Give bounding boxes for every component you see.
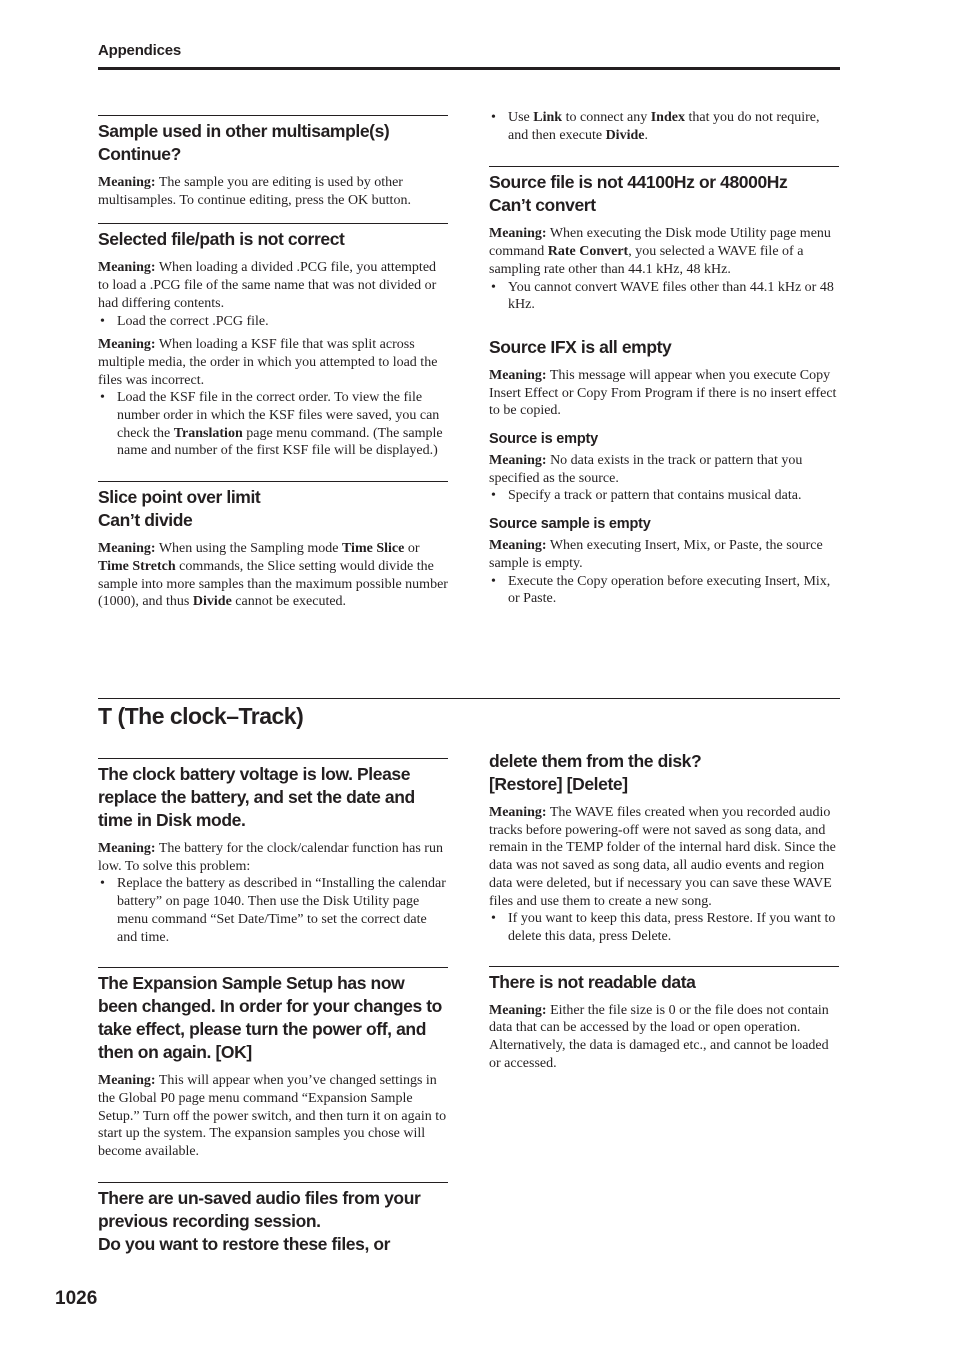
meaning-label: Meaning: (489, 1002, 547, 1018)
command-name: Rate Convert (547, 244, 629, 260)
meaning-paragraph (489, 1002, 839, 1073)
title-line: Source file is not 44100Hz or 48000Hz (489, 172, 788, 193)
meaning-label: Meaning: (489, 226, 547, 242)
meaning-text: commands, the Slice setting would divide the sample into more samples than the maximum possible number (1000), and thus (98, 558, 448, 610)
command-name: Divide (605, 127, 645, 143)
section-sample-used (98, 115, 448, 209)
meaning-paragraph (98, 336, 448, 389)
bullet-text: Load the KSF file in the correct order. To view the file number order in which the KSF files were saved, you can check the (117, 390, 440, 441)
bullet-item: • Specify a track or pattern that contains musical data. (489, 487, 839, 505)
lower-right-column (489, 750, 839, 1072)
bullet-list (489, 279, 839, 314)
section-title: Sample used in other multisample(s) Continue? (98, 121, 390, 164)
bullet-text: that you do not require, and then execute (508, 110, 820, 143)
bullet-item: • If you want to keep this data, press Restore. If you want to delete this data, press Delete. (489, 910, 839, 945)
bullet-item: • You cannot convert WAVE files other than 44.1 kHz or 48 kHz. (489, 279, 839, 314)
bullet-text: page menu command. (The sample name and number of the first KSF file will be displayed.) (117, 425, 443, 459)
meaning-paragraph (98, 1072, 448, 1161)
meaning-label: Meaning: (489, 805, 547, 820)
meaning-text: When loading a divided .PCG file, you attempted to load a .PCG file of the same name that was not divided or had differing contents. (98, 260, 437, 311)
title-line: There are un-saved audio files from your previous recording session. (98, 1187, 421, 1231)
title-line: Do you want to restore these files, or (98, 1233, 391, 1254)
meaning-paragraph (489, 804, 839, 910)
command-name: Time Slice (341, 541, 405, 557)
section-unsaved-audio (98, 1182, 448, 1256)
command-name: Translation (173, 425, 243, 441)
subsection-title: Source is empty (489, 431, 599, 448)
section-source-ifx (489, 336, 839, 608)
bullet-item: • Replace the battery as described in “Installing the calendar battery” on page 1040. Then use the Disk Utility page menu command “Set Date/Time” to set the correct date and time. (98, 875, 448, 946)
chapter-title: T (The clock–Track) (98, 703, 304, 729)
title-line: [Restore] [Delete] (489, 774, 628, 794)
meaning-paragraph (98, 540, 448, 611)
section-clock-battery (98, 758, 448, 946)
meaning-label: Meaning: (98, 541, 156, 557)
bullet-list (489, 910, 839, 945)
meaning-paragraph (489, 367, 839, 420)
upper-right-column (489, 109, 839, 608)
subsection-title: Source sample is empty (489, 516, 651, 533)
section-title (98, 1187, 448, 1256)
command-name: Divide (192, 594, 232, 610)
section-expansion-sample (98, 967, 448, 1161)
title-line: delete them from the disk? (489, 751, 702, 771)
bullet-list (489, 109, 839, 144)
header-rule (98, 67, 840, 70)
section-unsaved-audio-continued (489, 750, 839, 946)
section-title (489, 750, 839, 796)
bullet-item: • Execute the Copy operation before executing Insert, Mix, or Paste. (489, 573, 839, 608)
command-name: Index (650, 110, 685, 125)
bullet-item (98, 389, 448, 460)
meaning-text: This will appear when you’ve changed settings in the Global P0 page menu command “Expansion Sample Setup.” Turn off the power switch, and then turn it on again to start up the system. The expansion samples you chose will become available. (98, 1073, 447, 1160)
meaning-label: Meaning: (98, 260, 156, 276)
bullet-text: . (644, 127, 648, 143)
bullet-list (489, 573, 839, 608)
title-line: Slice point over limit (98, 487, 261, 508)
meaning-paragraph (489, 225, 839, 278)
section-title: There is not readable data (489, 971, 696, 992)
meaning-paragraph (489, 537, 839, 572)
meaning-text: or (407, 541, 420, 557)
meaning-text: Either the file size is 0 or the file does not contain data that can be accessed by the load or open operation. Alternatively, the data is damaged etc., and cannot be loaded or accessed. (489, 1002, 829, 1071)
running-header: Appendices (98, 42, 182, 59)
bullet-list (489, 487, 839, 505)
meaning-text: The sample you are editing is used by other multisamples. To continue editing, press the OK button. (98, 175, 411, 208)
meaning-text: The WAVE files created when you recorded audio tracks before powering-off were not saved as song data, and remain in the TEMP folder of the internal hard disk. Since the data was not saved as song data, all audio events and region data were deleted, but if necessary you can save these WAVE files and use them to create a new song. (489, 805, 836, 909)
section-title (489, 171, 839, 217)
bullet-text: Use (508, 110, 530, 125)
meaning-text: When executing Insert, Mix, or Paste, the source sample is empty. (489, 538, 823, 571)
meaning-label: Meaning: (489, 453, 547, 469)
section-slice-point (98, 481, 448, 611)
meaning-text: When loading a KSF file that was split across multiple media, the order in which you attempted to load the files was incorrect. (98, 337, 438, 388)
meaning-text: When using the Sampling mode (158, 541, 339, 557)
bullet-list (98, 389, 448, 460)
bullet-item: • Load the correct .PCG file. (98, 313, 448, 331)
meaning-text: , you selected a WAVE file of a sampling rate other than 44.1 kHz, 48 kHz. (489, 244, 804, 277)
meaning-label: Meaning: (98, 337, 156, 353)
bullet-list (98, 875, 448, 946)
section-selected-file (98, 223, 448, 460)
meaning-paragraph (98, 259, 448, 312)
section-title: Source IFX is all empty (489, 336, 672, 357)
chapter-rule (98, 698, 840, 699)
section-title: The clock battery voltage is low. Please replace the battery, and set the date and time in Disk mode. (98, 764, 415, 830)
section-title: Selected file/path is not correct (98, 229, 345, 250)
meaning-label: Meaning: (489, 538, 547, 554)
meaning-text: When executing the Disk mode Utility page menu command (489, 226, 831, 260)
section-title: The Expansion Sample Setup has now been changed. In order for your changes to take effect, please turn the power off, and then on again. [OK] (98, 973, 442, 1063)
meaning-text: The battery for the clock/calendar function has run low. To solve this problem: (98, 841, 443, 874)
meaning-text: This message will appear when you execute Copy Insert Effect or Copy From Program if there is no insert effect to be copied. (489, 367, 837, 419)
meaning-label: Meaning: (98, 175, 156, 190)
lower-left-column (98, 758, 448, 1256)
title-line: Can’t divide (98, 510, 193, 531)
command-name: Time Stretch (98, 558, 176, 574)
meaning-label: Meaning: (489, 367, 547, 383)
upper-left-column (98, 115, 448, 611)
meaning-label: Meaning: (98, 1073, 156, 1089)
meaning-paragraph (489, 452, 839, 487)
title-line: Can’t convert (489, 195, 596, 216)
bullet-text: to connect any (565, 110, 648, 125)
page-number: 1026 (55, 1288, 98, 1309)
bullet-list (98, 313, 448, 331)
meaning-text: No data exists in the track or pattern that you specified as the source. (489, 453, 803, 486)
meaning-text: cannot be executed. (235, 594, 347, 610)
section-source-file (489, 166, 839, 314)
section-title (98, 486, 448, 532)
command-name: Link (533, 110, 563, 125)
section-not-readable (489, 966, 839, 1073)
meaning-paragraph (98, 174, 448, 209)
bullet-item (489, 109, 839, 144)
meaning-paragraph (98, 840, 448, 875)
meaning-label: Meaning: (98, 841, 156, 856)
